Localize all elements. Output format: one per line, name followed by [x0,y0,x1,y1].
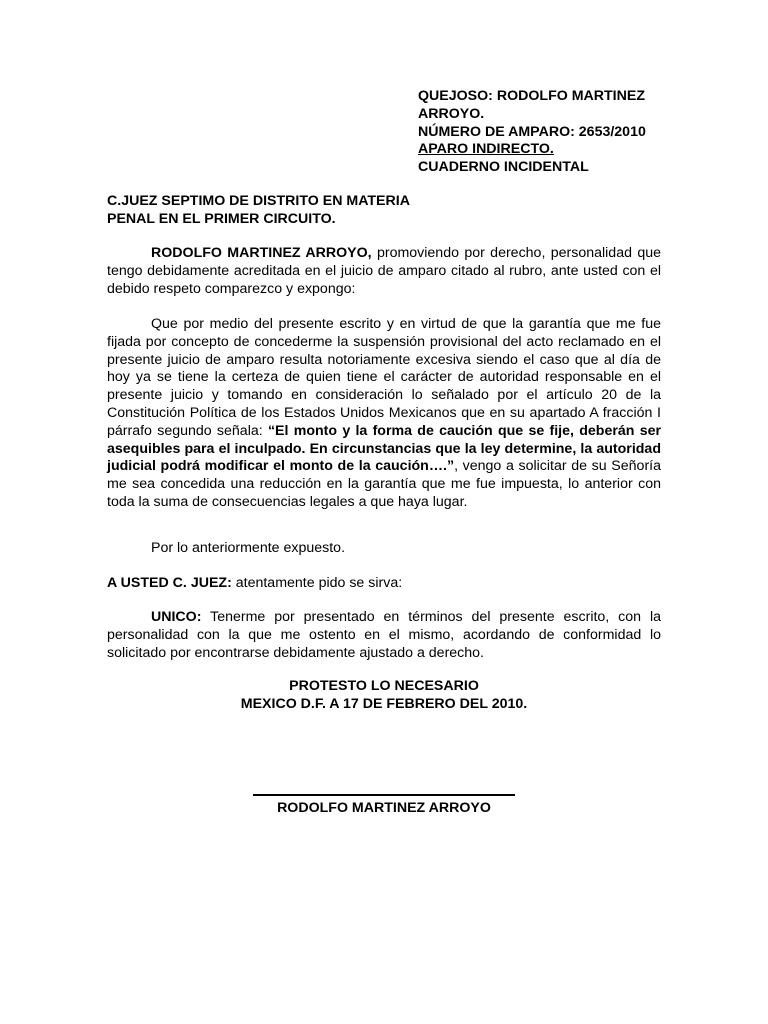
intro-paragraph [107,245,661,298]
closing-block [107,678,661,714]
expuesto-text: Por lo anteriormente expuesto. [151,540,346,556]
addressee-line-2: PENAL EN EL PRIMER CIRCUITO. [107,210,336,227]
signature-name: RODOLFO MARTINEZ ARROYO [277,800,491,816]
petition-text-1: Que por medio del presente escrito y en virtud de que la garantía que me fue fijada por concepto de concederme la suspensión provisional del acto reclamado en el presente juicio de amparo resulta notoriamente excesiva siendo el caso que al día de hoy ya se tiene la certeza de quien tiene el carácter de autoridad responsable en el presente juicio y tomando en consideración lo señalado por el artículo 20 de la Constitución Política de los Estados Unidos Mexicanos que en su apartado A fracción I párrafo segundo señala: [107,316,661,439]
expuesto-paragraph [107,540,661,558]
amparo-type: APARO INDIRECTO. [418,141,554,158]
unico-label: UNICO: [151,609,202,625]
constitution-quote: “El monto y la forma de caución que se fije, deberán ser asequibles para el inculpado. En circunstancias que la ley determine, la autoridad judicial podrá modificar el monto de la caución….” [107,422,661,475]
request-paragraph [107,575,661,593]
quejoso-line-continued: ARROYO. [418,105,485,122]
petition-text-2: , vengo a solicitar de su Señoría me sea concedida una reducción en la garantía que me fue impuesta, lo anterior con toda la suma de consecuencias legales a que haya lugar. [107,458,661,510]
signature-line [253,794,515,796]
cuaderno-type: CUADERNO INCIDENTAL [418,159,589,176]
place-date-line: MEXICO D.F. A 17 DE FEBRERO DEL 2010. [240,695,528,712]
quejoso-line: QUEJOSO: RODOLFO MARTINEZ [418,88,645,104]
case-header [418,88,646,177]
intro-text: promoviendo por derecho, personalidad que tengo debidamente acreditada en el juicio de amparo citado al rubro, ante usted con el debido respeto comparezco y expongo: [107,245,661,297]
addressee [107,193,410,229]
petition-paragraph [107,316,661,512]
unico-text: Tenerme por presentado en términos del presente escrito, con la personalidad con la que me ostento en el mismo, acordando de conformidad lo solicitado por encontrarse debidamente ajustado a derecho. [107,609,661,661]
promovente-name: RODOLFO MARTINEZ ARROYO, [151,245,372,261]
protesto-line: PROTESTO LO NECESARIO [289,678,479,694]
unico-paragraph [107,609,661,662]
request-text: atentamente pido se sirva: [231,575,403,591]
amparo-number: NÚMERO DE AMPARO: 2653/2010 [418,123,646,140]
signature-block [107,780,661,818]
addressee-line-1: C.JUEZ SEPTIMO DE DISTRITO EN MATERIA [107,193,410,209]
request-heading: A USTED C. JUEZ: [107,575,232,591]
